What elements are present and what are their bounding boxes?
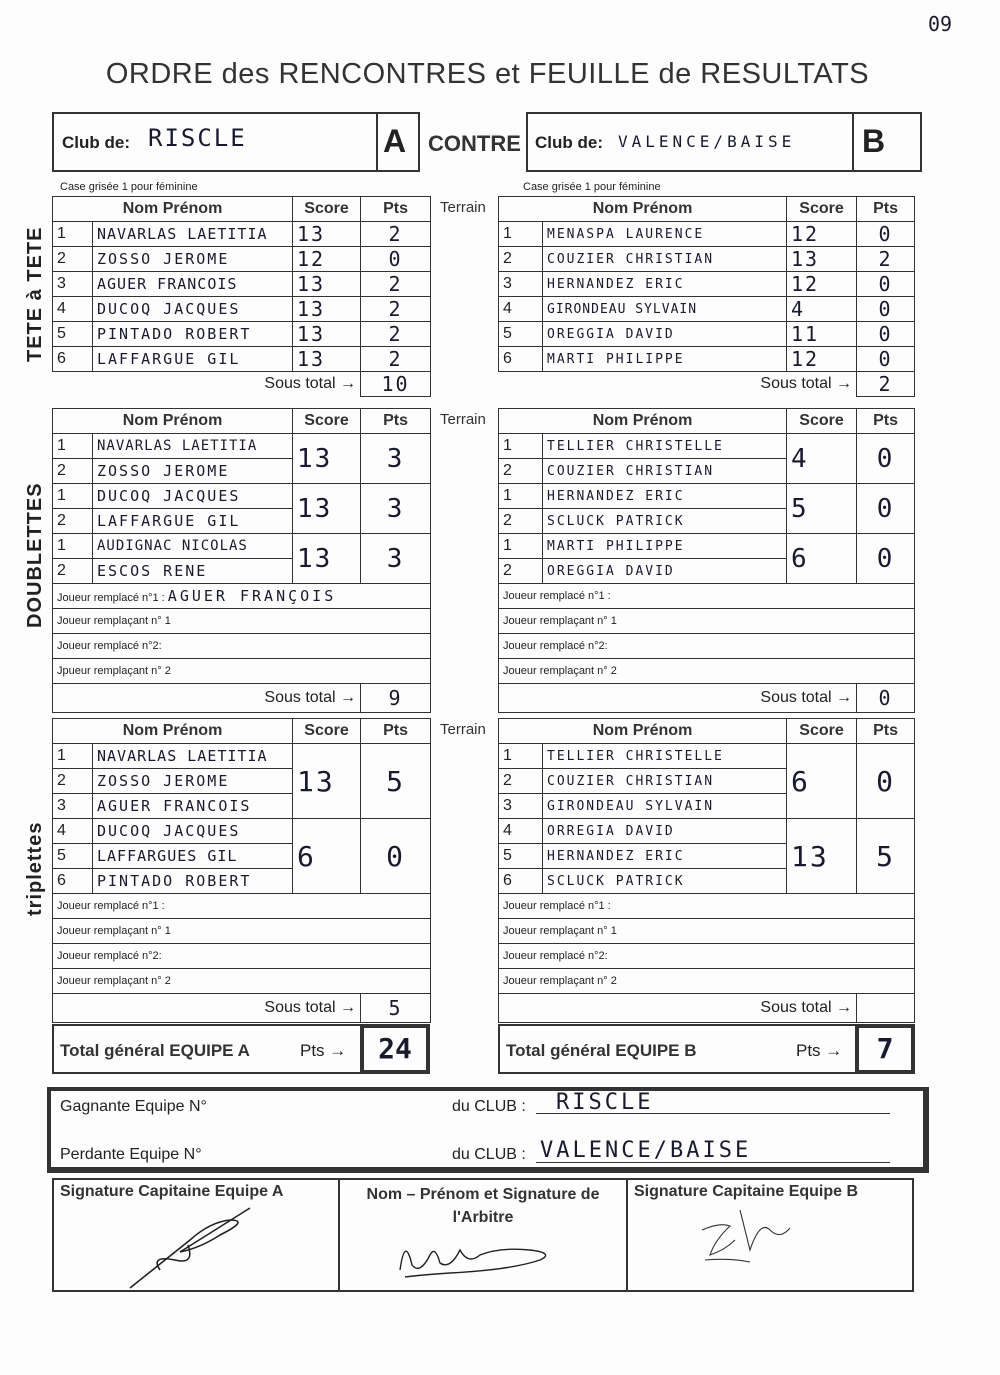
player-name: MARTI PHILIPPE (543, 534, 787, 559)
signature-divider-2 (626, 1178, 628, 1292)
signature-arbitre-label: Nom – Prénom et Signature de l'Arbitre (366, 1186, 600, 1226)
score: 13 (293, 322, 361, 347)
corner-mark: 09 (928, 12, 953, 36)
row-number: 1 (53, 744, 93, 769)
row-number: 4 (53, 819, 93, 844)
player-name: OREGGIA DAVID (543, 559, 787, 584)
pts: 0 (857, 297, 915, 322)
score: 6 (787, 534, 857, 584)
letter-b-divider (852, 112, 854, 172)
score: 13 (293, 297, 361, 322)
signature-divider-1 (338, 1178, 340, 1292)
remplacement-row: Joueur remplacé n°1 : (499, 894, 915, 919)
col-score-header: Score (787, 409, 857, 434)
pts: 2 (361, 322, 431, 347)
pts: 3 (361, 484, 431, 534)
club-b-value: VALENCE/BAISE (618, 132, 796, 151)
pts: 0 (361, 247, 431, 272)
player-name: SCLUCK PATRICK (543, 869, 787, 894)
sous-total-value: 2 (857, 372, 915, 397)
pts: 2 (361, 222, 431, 247)
player-name: TELLIER CHRISTELLE (543, 744, 787, 769)
score: 13 (293, 744, 361, 819)
table-row (499, 434, 915, 459)
player-name: DUCOQ JACQUES (93, 484, 293, 509)
player-name: HERNANDEZ ERIC (543, 272, 787, 297)
pts: 2 (361, 347, 431, 372)
table-row (499, 247, 915, 272)
player-name: ORREGIA DAVID (543, 819, 787, 844)
row-number: 3 (499, 794, 543, 819)
remplacement-row: Joueur remplacé n°1 : (499, 584, 915, 609)
score: 13 (787, 247, 857, 272)
table-row (499, 819, 915, 844)
player-name: AGUER FRANCOIS (93, 272, 293, 297)
row-number: 3 (53, 272, 93, 297)
contre-label: CONTRE (428, 131, 521, 156)
table-row (499, 222, 915, 247)
table-row (53, 744, 431, 769)
pts: 0 (857, 434, 915, 484)
table-row (499, 534, 915, 559)
pts: 0 (857, 347, 915, 372)
sous-total-value: 9 (361, 684, 431, 713)
letter-a-divider (376, 112, 378, 172)
table-row (53, 347, 431, 372)
col-pts-header: Pts (857, 409, 915, 434)
player-name: COUZIER CHRISTIAN (543, 769, 787, 794)
col-pts-header: Pts (361, 197, 431, 222)
player-name: AGUER FRANCOIS (93, 794, 293, 819)
gagnante-label: Gagnante Equipe N° (60, 1098, 207, 1115)
col-score-header: Score (787, 719, 857, 744)
row-number: 2 (53, 509, 93, 534)
player-name: PINTADO ROBERT (93, 322, 293, 347)
col-pts-header: Pts (857, 197, 915, 222)
note-b: Case grisée 1 pour féminine (523, 181, 661, 193)
row-number: 6 (53, 347, 93, 372)
score: 13 (293, 347, 361, 372)
signature-a-label: Signature Capitaine Equipe A (60, 1183, 284, 1200)
row-number: 2 (499, 559, 543, 584)
pts: 0 (857, 322, 915, 347)
remplacement-row: Joueur remplacé n°2: (53, 944, 431, 969)
table-row (53, 222, 431, 247)
remplacement-label: Joueur remplacé n°1 : (57, 592, 165, 604)
remplacement-value: AGUER FRANÇOIS (167, 587, 337, 605)
sous-total-label: Sous total → (53, 372, 361, 397)
club-b-label: Club de: (535, 133, 603, 152)
row-number: 1 (499, 534, 543, 559)
row-number: 4 (53, 297, 93, 322)
table-row (499, 347, 915, 372)
remplacement-row: Joueur remplaçant n° 1 (53, 919, 431, 944)
total-b-value: 7 (855, 1024, 915, 1074)
table-row (53, 322, 431, 347)
score: 11 (787, 322, 857, 347)
row-number: 1 (499, 744, 543, 769)
player-name: DUCOQ JACQUES (93, 297, 293, 322)
pts: 5 (857, 819, 915, 894)
pts: 0 (857, 272, 915, 297)
row-number: 1 (53, 484, 93, 509)
triplettes-table-b (498, 718, 915, 1023)
player-name: SCLUCK PATRICK (543, 509, 787, 534)
remplacement-row: Joueur remplaçant n° 2 (53, 969, 431, 994)
col-name-header: Nom Prénom (53, 197, 293, 222)
col-score-header: Score (293, 719, 361, 744)
score: 12 (787, 347, 857, 372)
pts: 2 (361, 272, 431, 297)
score: 4 (787, 297, 857, 322)
table-row (499, 744, 915, 769)
player-name: LAFFARGUE GIL (93, 347, 293, 372)
sous-total-value: 5 (361, 994, 431, 1023)
col-score-header: Score (293, 409, 361, 434)
row-number: 1 (499, 222, 543, 247)
player-name: DUCOQ JACQUES (93, 819, 293, 844)
score: 5 (787, 484, 857, 534)
gagnante-club-value: RISCLE (556, 1090, 654, 1115)
row-number: 3 (53, 794, 93, 819)
remplacement-row: Jpueur remplaçant n° 2 (53, 659, 431, 684)
perdante-label: Perdante Equipe N° (60, 1146, 202, 1163)
col-name-header: Nom Prénom (499, 719, 787, 744)
col-name-header: Nom Prénom (499, 197, 787, 222)
row-number: 2 (499, 459, 543, 484)
player-name: ZOSSO JEROME (93, 769, 293, 794)
score: 12 (787, 272, 857, 297)
row-number: 2 (499, 509, 543, 534)
row-number: 2 (53, 559, 93, 584)
remplacement-row: Joueur remplacé n°2: (499, 634, 915, 659)
player-name: MENASPA LAURENCE (543, 222, 787, 247)
player-name: ESCOS RENE (93, 559, 293, 584)
terrain-header: Terrain (440, 411, 486, 428)
table-row (53, 534, 431, 559)
player-name: HERNANDEZ ERIC (543, 484, 787, 509)
perdante-du-club-label: du CLUB : (452, 1146, 526, 1163)
score: 12 (787, 222, 857, 247)
section-doublettes-label: DOUBLETTES (24, 482, 46, 628)
row-number: 2 (499, 247, 543, 272)
tete-table-b (498, 196, 915, 397)
col-pts-header: Pts (857, 719, 915, 744)
signature-b-label: Signature Capitaine Equipe B (634, 1183, 859, 1200)
row-number: 6 (499, 869, 543, 894)
row-number: 1 (499, 434, 543, 459)
row-number: 3 (499, 272, 543, 297)
sous-total-value (857, 994, 915, 1023)
table-row (499, 297, 915, 322)
table-row (53, 434, 431, 459)
table-row (53, 272, 431, 297)
gagnante-du-club-label: du CLUB : (452, 1098, 526, 1115)
remplacement-row: Joueur remplaçant n° 1 (53, 609, 431, 634)
remplacement-row: Joueur remplaçant n° 1 (499, 609, 915, 634)
page-title: ORDRE des RENCONTRES et FEUILLE de RESULTATS (105, 58, 870, 90)
player-name: HERNANDEZ ERIC (543, 844, 787, 869)
player-name: AUDIGNAC NICOLAS (93, 534, 293, 559)
sous-total-value: 0 (857, 684, 915, 713)
terrain-header: Terrain (440, 721, 486, 738)
row-number: 1 (499, 484, 543, 509)
player-name: COUZIER CHRISTIAN (543, 459, 787, 484)
col-name-header: Nom Prénom (53, 719, 293, 744)
player-name: MARTI PHILIPPE (543, 347, 787, 372)
sous-total-label: Sous total → (53, 684, 361, 713)
player-name: ZOSSO JEROME (93, 459, 293, 484)
player-name: PINTADO ROBERT (93, 869, 293, 894)
player-name: GIRONDEAU SYLVAIN (543, 297, 787, 322)
pts: 0 (857, 222, 915, 247)
row-number: 2 (53, 769, 93, 794)
remplacement-row: Joueur remplaçant n° 2 (499, 969, 915, 994)
row-number: 5 (499, 322, 543, 347)
letter-a: A (383, 123, 407, 159)
row-number: 2 (53, 247, 93, 272)
pts: 0 (857, 484, 915, 534)
col-name-header: Nom Prénom (53, 409, 293, 434)
col-name-header: Nom Prénom (499, 409, 787, 434)
row-number: 4 (499, 297, 543, 322)
score: 13 (293, 534, 361, 584)
sous-total-label: Sous total → (53, 994, 361, 1023)
table-row (499, 484, 915, 509)
total-a-label: Total général EQUIPE A (60, 1041, 250, 1060)
score: 12 (293, 247, 361, 272)
perdante-club-value: VALENCE/BAISE (540, 1138, 752, 1163)
total-b-pts-label: Pts → (796, 1041, 843, 1060)
triplettes-table-a (52, 718, 431, 1023)
terrain-header: Terrain (440, 199, 486, 216)
section-triplettes-label: triplettes (24, 821, 46, 916)
row-number: 6 (499, 347, 543, 372)
remplacement-row: Joueur remplaçant n° 2 (499, 659, 915, 684)
total-a-pts-label: Pts → (300, 1041, 347, 1060)
col-score-header: Score (293, 197, 361, 222)
total-b-label: Total général EQUIPE B (506, 1041, 697, 1060)
remplacement-row: Joueur remplacé n°2: (53, 634, 431, 659)
tete-table-a (52, 196, 431, 397)
player-name: LAFFARGUE GIL (93, 509, 293, 534)
score: 6 (293, 819, 361, 894)
pts: 2 (857, 247, 915, 272)
score: 13 (293, 434, 361, 484)
row-number: 5 (499, 844, 543, 869)
player-name: NAVARLAS LAETITIA (93, 434, 293, 459)
table-row (53, 819, 431, 844)
remplacement-row: Joueur remplaçant n° 1 (499, 919, 915, 944)
total-a-value: 24 (360, 1024, 430, 1074)
score: 13 (293, 484, 361, 534)
row-number: 4 (499, 819, 543, 844)
player-name: GIRONDEAU SYLVAIN (543, 794, 787, 819)
remplacement-row (53, 584, 431, 609)
table-row (499, 272, 915, 297)
doublettes-table-a (52, 408, 431, 713)
pts: 0 (361, 819, 431, 894)
row-number: 2 (499, 769, 543, 794)
row-number: 5 (53, 844, 93, 869)
letter-b: B (862, 123, 886, 159)
signature-a-drawing (120, 1200, 280, 1295)
pts: 2 (361, 297, 431, 322)
pts: 3 (361, 534, 431, 584)
score: 6 (787, 744, 857, 819)
player-name: LAFFARGUES GIL (93, 844, 293, 869)
table-row (53, 484, 431, 509)
player-name: ZOSSO JEROME (93, 247, 293, 272)
club-a-value: RISCLE (148, 124, 247, 152)
col-pts-header: Pts (361, 719, 431, 744)
sous-total-label: Sous total → (499, 994, 857, 1023)
score: 4 (787, 434, 857, 484)
table-row (499, 322, 915, 347)
player-name: TELLIER CHRISTELLE (543, 434, 787, 459)
signature-arbitre-drawing (390, 1225, 570, 1285)
player-name: NAVARLAS LAETITIA (93, 222, 293, 247)
signature-b-drawing (690, 1200, 800, 1270)
club-a-label: Club de: (62, 133, 130, 152)
player-name: OREGGIA DAVID (543, 322, 787, 347)
sous-total-label: Sous total → (499, 372, 857, 397)
remplacement-row: Joueur remplacé n°2: (499, 944, 915, 969)
pts: 0 (857, 744, 915, 819)
pts: 0 (857, 534, 915, 584)
col-score-header: Score (787, 197, 857, 222)
section-tete-label: TETE à TETE (24, 226, 46, 362)
row-number: 1 (53, 534, 93, 559)
player-name: NAVARLAS LAETITIA (93, 744, 293, 769)
row-number: 5 (53, 322, 93, 347)
score: 13 (787, 819, 857, 894)
table-row (53, 297, 431, 322)
note-a: Case grisée 1 pour féminine (60, 181, 198, 193)
pts: 5 (361, 744, 431, 819)
row-number: 1 (53, 434, 93, 459)
sous-total-label: Sous total → (499, 684, 857, 713)
row-number: 1 (53, 222, 93, 247)
doublettes-table-b (498, 408, 915, 713)
remplacement-row: Joueur remplacé n°1 : (53, 894, 431, 919)
table-row (53, 247, 431, 272)
row-number: 2 (53, 459, 93, 484)
row-number: 6 (53, 869, 93, 894)
score: 13 (293, 222, 361, 247)
pts: 3 (361, 434, 431, 484)
col-pts-header: Pts (361, 409, 431, 434)
score: 13 (293, 272, 361, 297)
sous-total-value: 10 (361, 372, 431, 397)
player-name: COUZIER CHRISTIAN (543, 247, 787, 272)
